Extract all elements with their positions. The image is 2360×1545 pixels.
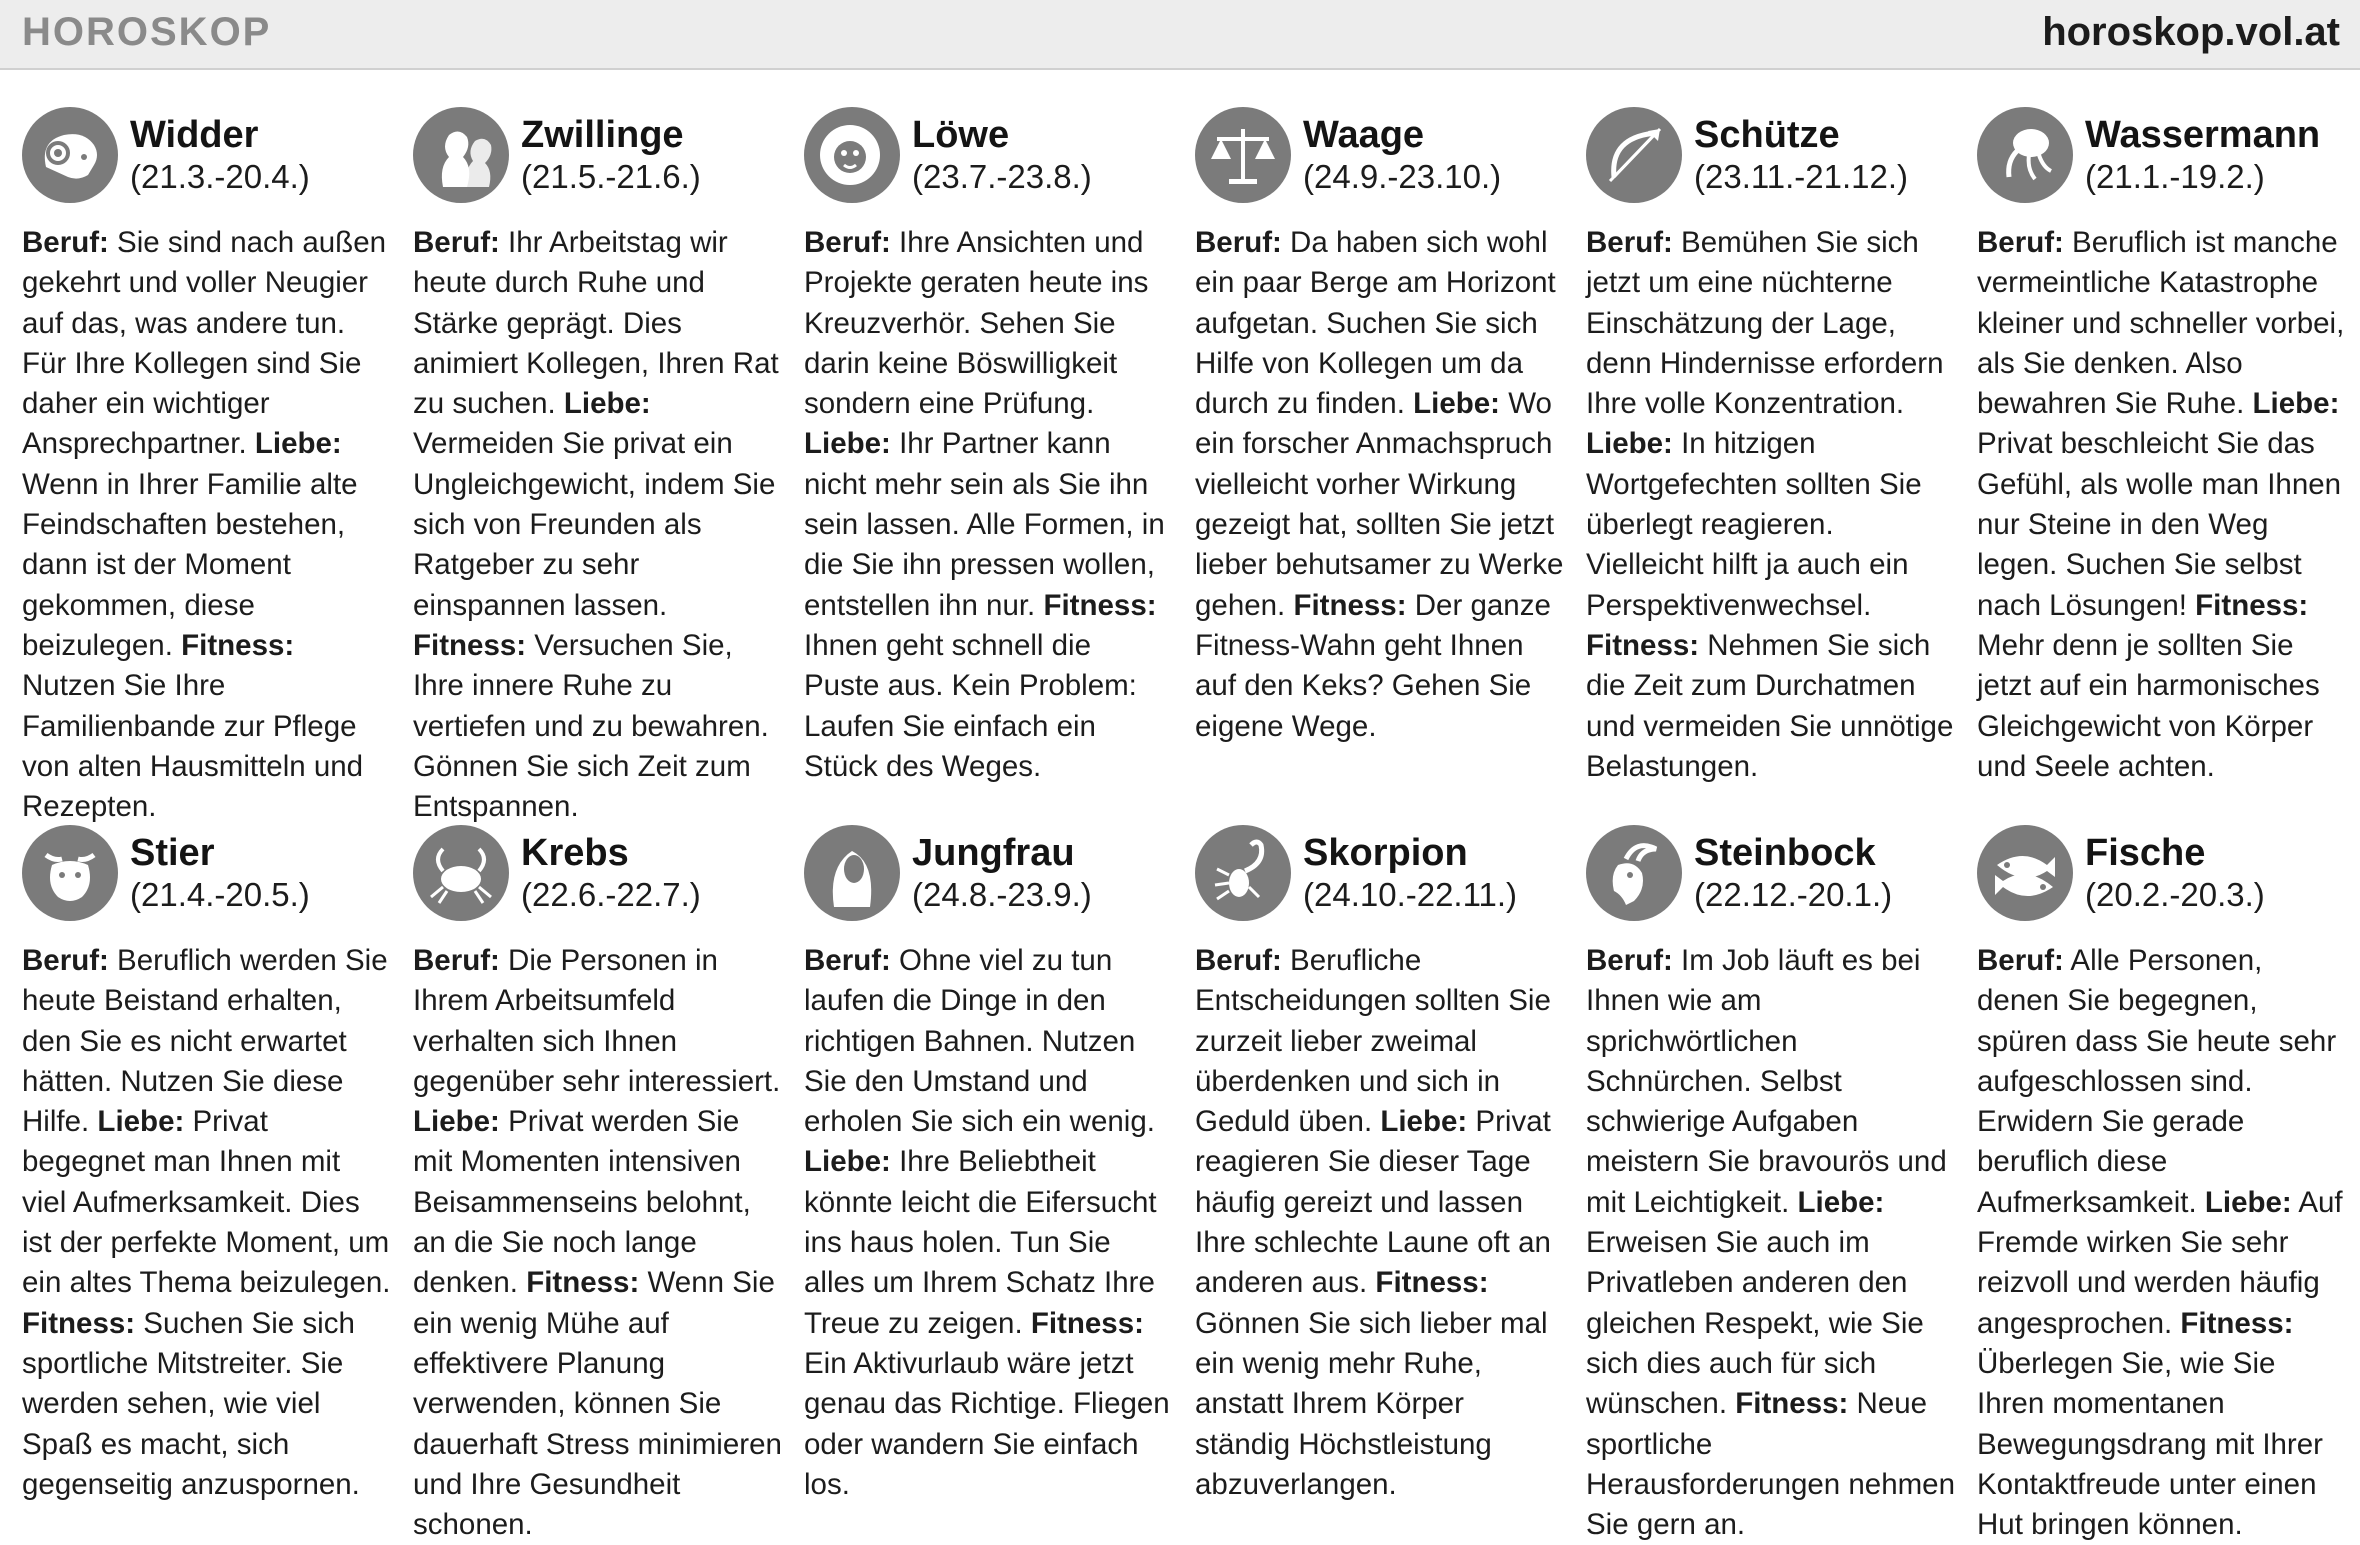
sign-dates: (21.1.-19.2.) — [2085, 158, 2265, 195]
sign-text — [804, 223, 1174, 787]
sign-krebs — [413, 823, 783, 1545]
liebe-label: Liebe: — [413, 1105, 500, 1139]
fitness-text: Versuchen Sie, Ihre innere Ruhe zu vertiefen und zu bewahren. Gönnen Sie sich Zeit zum Entspannen. — [413, 628, 769, 824]
sign-text — [1195, 941, 1565, 1505]
liebe-text: Ihre Beliebtheit könnte leicht die Eifersucht ins haus holen. Tun Sie alles um Ihrem Schatz Ihre Treue zu zeigen. — [804, 1145, 1157, 1340]
ram-icon — [22, 107, 118, 203]
sign-header — [413, 105, 783, 209]
sign-header — [1586, 105, 1956, 209]
sign-text — [413, 223, 783, 827]
beruf-text: Die Personen in Ihrem Arbeitsumfeld verhalten sich Ihnen gegenüber sehr interessiert. — [413, 944, 781, 1098]
liebe-text: Privat beschleicht Sie das Gefühl, als wolle man Ihnen nur Steine in den Weg legen. Suchen Sie selbst nach Lösungen! — [1977, 427, 2342, 622]
fitness-label: Fitness: — [526, 1266, 640, 1300]
sign-skorpion — [1195, 823, 1565, 1505]
sign-fische — [1977, 823, 2347, 1545]
sign-dates: (24.8.-23.9.) — [912, 876, 1092, 913]
scorpion-icon — [1195, 825, 1291, 921]
beruf-label: Beruf: — [1977, 226, 2064, 259]
sign-text — [22, 223, 392, 827]
sign-dates: (24.10.-22.11.) — [1303, 876, 1518, 913]
beruf-text: Beruflich ist manche vermeintliche Katastrophe kleiner und schneller vorbei, als Sie denken. Also bewahren Sie Ruhe. — [1977, 226, 2345, 421]
beruf-label: Beruf: — [1195, 226, 1282, 259]
fitness-text: Mehr denn je sollten Sie jetzt auf ein harmonisches Gleichgewicht von Körper und Seele achten. — [1977, 628, 2320, 783]
beruf-label: Beruf: — [22, 226, 109, 259]
sign-header — [1977, 823, 2347, 927]
beruf-text: Ihre Ansichten und Projekte geraten heute ins Kreuzverhör. Sehen Sie darin keine Böswilligkeit sondern eine Prüfung. — [804, 226, 1149, 421]
sign-text — [413, 941, 783, 1545]
sign-header — [1977, 105, 2347, 209]
horoscope-grid — [0, 105, 2360, 1542]
sign-dates: (20.2.-20.3.) — [2085, 876, 2265, 913]
sign-header — [804, 823, 1174, 927]
beruf-label: Beruf: — [413, 944, 500, 977]
fitness-label: Fitness: — [2180, 1306, 2294, 1340]
sign-text — [1586, 223, 1956, 787]
fitness-label: Fitness: — [1586, 628, 1700, 662]
sign-name: Schütze — [1694, 114, 1840, 156]
scales-icon — [1195, 107, 1291, 203]
liebe-text: Wo ein forscher Anmachspruch vielleicht vorher Wirkung gezeigt hat, sollten Sie jetzt lieber behutsamer zu Werke gehen. — [1195, 387, 1564, 622]
sign-name: Zwillinge — [521, 114, 684, 156]
beruf-text: Bemühen Sie sich jetzt um eine nüchterne Einschätzung der Lage, denn Hindernisse erfordern Ihre volle Konzentration. — [1586, 226, 1944, 421]
liebe-label: Liebe: — [97, 1105, 185, 1139]
fitness-label: Fitness: — [1293, 588, 1407, 622]
liebe-text: Ihr Partner kann nicht mehr sein als Sie ihn sein lassen. Alle Formen, in die Sie ihn pressen wollen, entstellen ihn nur. — [804, 427, 1165, 622]
sign-name: Wassermann — [2085, 114, 2321, 156]
fitness-text: Wenn Sie ein wenig Mühe auf effektivere Planung verwenden, können Sie dauerhaft Stress minimieren und Ihre Gesundheit schonen. — [413, 1266, 782, 1542]
sign-header — [22, 823, 392, 927]
fitness-label: Fitness: — [1030, 1306, 1144, 1340]
sign-name: Stier — [130, 832, 215, 874]
sign-dates: (24.9.-23.10.) — [1303, 158, 1502, 195]
liebe-text: Privat reagieren Sie dieser Tage häufig gereizt und lassen Ihre schlechte Laune oft an anderen aus. — [1195, 1105, 1551, 1300]
beruf-text: Berufliche Entscheidungen sollten Sie zurzeit lieber zweimal überdenken und sich in Geduld üben. — [1195, 944, 1551, 1139]
sign-name: Krebs — [521, 832, 629, 874]
sign-header — [1195, 105, 1565, 209]
liebe-text: Privat begegnet man Ihnen mit viel Aufmerksamkeit. Dies ist der perfekte Moment, um ein altes Thema beizulegen. — [22, 1105, 391, 1300]
sign-name: Skorpion — [1303, 832, 1468, 874]
sign-text — [804, 941, 1174, 1505]
sign-loewe — [804, 105, 1174, 787]
fitness-label: Fitness: — [2195, 588, 2309, 622]
sign-dates: (23.11.-21.12.) — [1694, 158, 1909, 195]
liebe-label: Liebe: — [1797, 1185, 1885, 1219]
beruf-label: Beruf: — [804, 944, 891, 977]
liebe-label: Liebe: — [1380, 1105, 1468, 1139]
goat-icon — [1586, 825, 1682, 921]
liebe-label: Liebe: — [1413, 387, 1500, 421]
fitness-label: Fitness: — [22, 1306, 136, 1340]
header-bar — [0, 0, 2360, 70]
fitness-label: Fitness: — [413, 628, 527, 662]
sign-dates: (22.6.-22.7.) — [521, 876, 701, 913]
liebe-text: Privat werden Sie mit Momenten intensiven Beisammenseins belohnt, an die Sie noch lange denken. — [413, 1105, 751, 1300]
liebe-text: In hitzigen Wortgefechten sollten Sie überlegt reagieren. Vielleicht hilft ja auch ein Perspektivenwechsel. — [1586, 427, 1922, 622]
water-bearer-icon — [1977, 107, 2073, 203]
sign-dates: (21.5.-21.6.) — [521, 158, 701, 195]
sign-header — [1586, 823, 1956, 927]
beruf-text: Alle Personen, denen Sie begegnen, spüren dass Sie heute sehr aufgeschlossen sind. Erwidern Sie gerade beruflich diese Aufmerksamkeit. — [1977, 944, 2337, 1219]
beruf-label: Beruf: — [413, 226, 500, 259]
fitness-label: Fitness: — [1043, 588, 1157, 622]
sign-waage — [1195, 105, 1565, 747]
sign-dates: (21.4.-20.5.) — [130, 876, 310, 913]
sign-schuetze — [1586, 105, 1956, 787]
fish-icon — [1977, 825, 2073, 921]
liebe-text: Wenn in Ihrer Familie alte Feindschaften bestehen, dann ist der Moment gekommen, diese beizulegen. — [22, 467, 358, 662]
fitness-text: Gönnen Sie sich lieber mal ein wenig mehr Ruhe, anstatt Ihrem Körper ständig Höchstleistung abzuverlangen. — [1195, 1306, 1548, 1501]
sign-jungfrau — [804, 823, 1174, 1505]
liebe-text: Auf Fremde wirken Sie sehr reizvoll und werden häufig angesprochen. — [1977, 1185, 2343, 1340]
sign-name: Jungfrau — [912, 832, 1075, 874]
sign-text — [1977, 941, 2347, 1545]
liebe-text: Vermeiden Sie privat ein Ungleichgewicht, indem Sie sich von Freunden als Ratgeber zu sehr einspannen lassen. — [413, 427, 776, 622]
fitness-label: Fitness: — [1375, 1266, 1489, 1300]
sign-header — [804, 105, 1174, 209]
fitness-text: Der ganze Fitness-Wahn geht Ihnen auf den Keks? Gehen Sie eigene Wege. — [1195, 588, 1551, 743]
sign-name: Fische — [2085, 832, 2206, 874]
sign-header — [22, 105, 392, 209]
fitness-text: Überlegen Sie, wie Sie Ihren momentanen Bewegungsdrang mit Ihrer Kontaktfreude unter einen Hut bringen können. — [1977, 1346, 2323, 1542]
liebe-label: Liebe: — [254, 427, 342, 461]
fitness-label: Fitness: — [181, 628, 295, 662]
sign-steinbock — [1586, 823, 1956, 1545]
sign-header — [413, 823, 783, 927]
bull-icon — [22, 825, 118, 921]
sign-text — [1586, 941, 1956, 1545]
fitness-text: Neue sportliche Herausforderungen nehmen Sie gern an. — [1586, 1387, 1955, 1542]
beruf-text: Ihr Arbeitstag wir heute durch Ruhe und Stärke geprägt. Dies animiert Kollegen, Ihren Rat zu suchen. — [413, 226, 779, 421]
sign-stier — [22, 823, 392, 1505]
liebe-label: Liebe: — [2252, 387, 2340, 421]
beruf-text: Beruflich werden Sie heute Beistand erhalten, den Sie es nicht erwartet hätten. Nutzen Sie diese Hilfe. — [22, 944, 388, 1139]
beruf-label: Beruf: — [1586, 226, 1673, 259]
sign-dates: (22.12.-20.1.) — [1694, 876, 1893, 913]
sign-dates: (21.3.-20.4.) — [130, 158, 310, 195]
sign-name: Widder — [130, 114, 259, 156]
beruf-label: Beruf: — [1977, 944, 2064, 977]
liebe-label: Liebe: — [804, 427, 891, 461]
twins-icon — [413, 107, 509, 203]
beruf-label: Beruf: — [804, 226, 891, 259]
liebe-label: Liebe: — [1586, 427, 1673, 461]
beruf-text: Im Job läuft es bei Ihnen wie am sprichwörtlichen Schnürchen. Selbst schwierige Aufgaben meistern Sie bravourös und mit Leichtigkeit. — [1586, 944, 1947, 1219]
beruf-text: Sie sind nach außen gekehrt und voller Neugier auf das, was andere tun. Für Ihre Kollegen sind Sie daher ein wichtiger Ansprechpartner. — [22, 226, 387, 461]
sign-header — [1195, 823, 1565, 927]
sign-dates: (23.7.-23.8.) — [912, 158, 1092, 195]
fitness-text: Nehmen Sie sich die Zeit zum Durchatmen und vermeiden Sie unnötige Belastungen. — [1586, 628, 1954, 783]
fitness-text: Ihnen geht schnell die Puste aus. Kein Problem: Laufen Sie einfach ein Stück des Weges. — [804, 628, 1137, 783]
sign-widder — [22, 105, 392, 827]
sign-text — [1977, 223, 2347, 787]
liebe-label: Liebe: — [804, 1145, 891, 1179]
sign-wassermann — [1977, 105, 2347, 787]
beruf-text: Ohne viel zu tun laufen die Dinge in den richtigen Bahnen. Nutzen Sie den Umstand und erholen Sie sich ein wenig. — [804, 944, 1155, 1139]
sign-name: Löwe — [912, 114, 1010, 156]
sign-text — [22, 941, 392, 1505]
beruf-label: Beruf: — [1195, 944, 1282, 977]
beruf-label: Beruf: — [1586, 944, 1673, 977]
beruf-text: Da haben sich wohl ein paar Berge am Horizont aufgetan. Suchen Sie sich Hilfe von Kollegen um da durch zu finden. — [1195, 226, 1556, 421]
beruf-label: Beruf: — [22, 944, 109, 977]
sign-name: Steinbock — [1694, 832, 1876, 874]
crab-icon — [413, 825, 509, 921]
fitness-text: Ein Aktivurlaub wäre jetzt genau das Richtige. Fliegen oder wandern Sie einfach los. — [804, 1346, 1170, 1501]
liebe-label: Liebe: — [563, 387, 651, 421]
archer-icon — [1586, 107, 1682, 203]
virgin-icon — [804, 825, 900, 921]
fitness-text: Nutzen Sie Ihre Familienbande zur Pflege von alten Hausmitteln und Rezepten. — [22, 669, 364, 824]
fitness-text: Suchen Sie sich sportliche Mitstreiter. Sie werden sehen, wie viel Spaß es macht, sich gegenseitig anzuspornen. — [22, 1306, 360, 1501]
lion-icon — [804, 107, 900, 203]
site-url: horoskop.vol.at — [2042, 10, 2340, 54]
liebe-label: Liebe: — [2204, 1185, 2292, 1219]
fitness-label: Fitness: — [1735, 1387, 1849, 1421]
sign-name: Waage — [1303, 114, 1425, 156]
sign-text — [1195, 223, 1565, 747]
sign-zwillinge — [413, 105, 783, 827]
liebe-text: Erweisen Sie auch im Privatleben anderen den gleichen Respekt, wie Sie sich dies auch für sich wünschen. — [1586, 1226, 1924, 1421]
section-title: HOROSKOP — [22, 10, 272, 54]
